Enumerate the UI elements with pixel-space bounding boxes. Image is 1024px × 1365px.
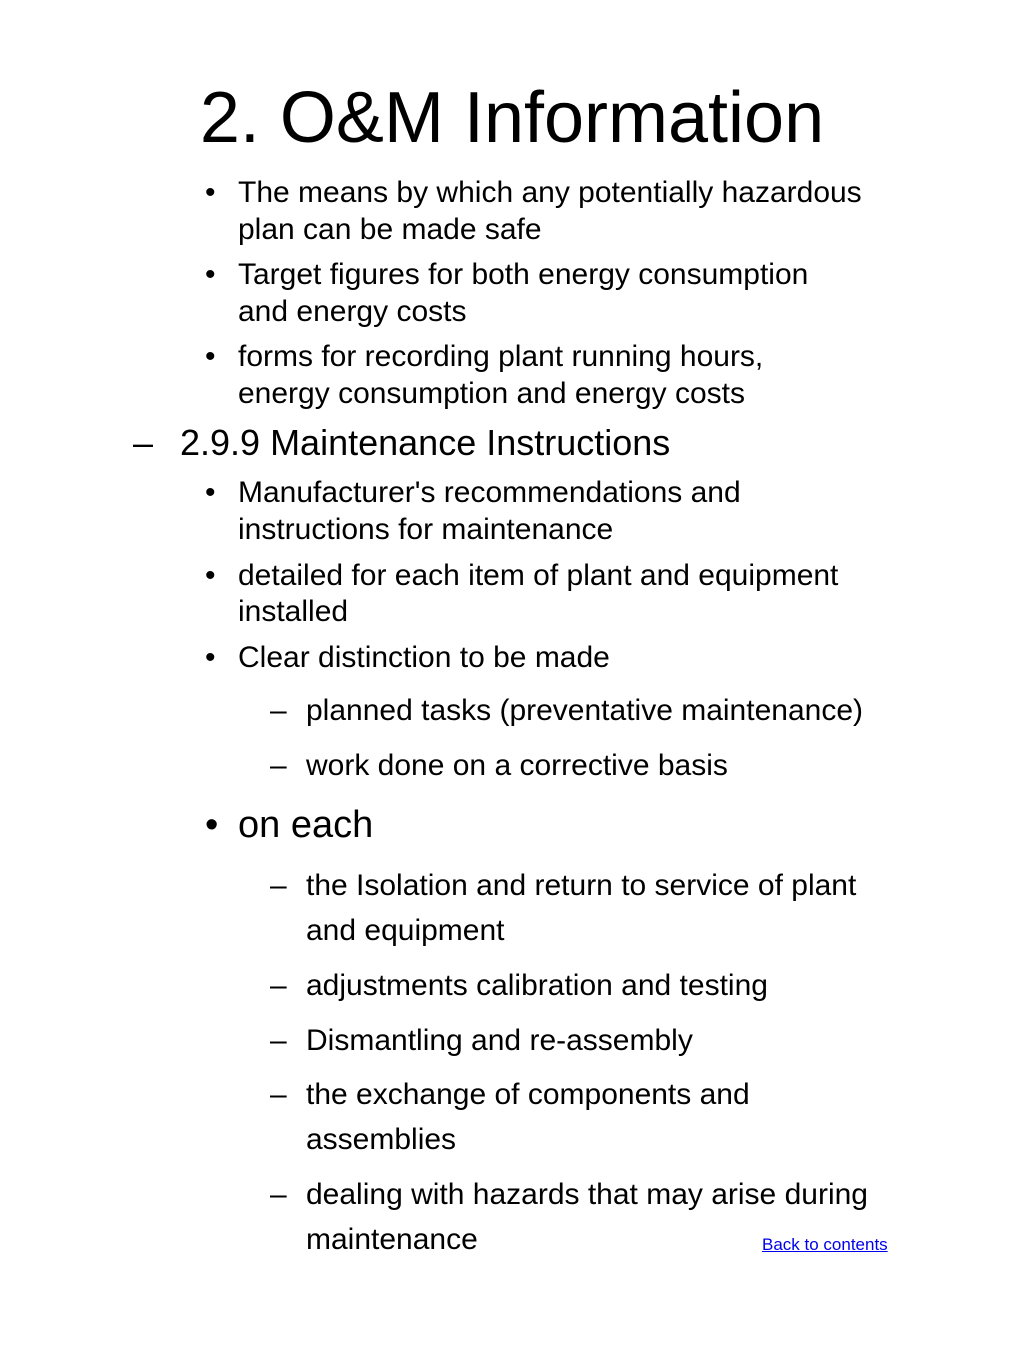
list-item-line: Dismantling and re-assembly	[306, 1024, 693, 1057]
page-title: 2. O&M Information	[199, 78, 825, 158]
list-item-line: Manufacturer's recommendations and	[238, 476, 741, 509]
list-item-line: work done on a corrective basis	[306, 749, 728, 782]
on-each-label: on each	[238, 804, 374, 846]
list-item-line: The means by which any potentially hazardous	[238, 176, 862, 209]
dash-marker: –	[270, 749, 287, 782]
list-item-line: energy consumption and energy costs	[238, 377, 745, 410]
list-item-line: maintenance	[306, 1223, 478, 1256]
dash-marker: –	[270, 1178, 287, 1211]
bullet-marker: •	[205, 258, 216, 291]
bullet-marker: •	[205, 804, 219, 846]
dash-marker: –	[270, 869, 287, 902]
list-item-line: Target figures for both energy consumption	[238, 258, 809, 291]
list-item-line: forms for recording plant running hours,	[238, 340, 764, 373]
dash-marker: –	[133, 422, 154, 463]
dash-marker: –	[270, 1024, 287, 1057]
list-item-line: installed	[238, 595, 349, 628]
dash-marker: –	[270, 1078, 287, 1111]
list-item-line: and equipment	[306, 914, 505, 947]
bullet-marker: •	[205, 340, 216, 373]
list-item-line: detailed for each item of plant and equipment	[238, 559, 839, 592]
back-to-contents-link[interactable]: Back to contents	[762, 1235, 888, 1254]
dash-marker: –	[270, 969, 287, 1002]
list-item-line: adjustments calibration and testing	[306, 969, 768, 1002]
bullet-marker: •	[205, 559, 216, 592]
list-item-line: planned tasks (preventative maintenance)	[306, 694, 863, 727]
list-item-line: plan can be made safe	[238, 213, 542, 246]
list-item-line: Clear distinction to be made	[238, 641, 610, 674]
bullet-marker: •	[205, 176, 216, 209]
list-item-line: the exchange of components and	[306, 1078, 750, 1111]
bullet-marker: •	[205, 476, 216, 509]
dash-marker: –	[270, 694, 287, 727]
section-heading: 2.9.9 Maintenance Instructions	[180, 422, 671, 463]
list-item-line: assemblies	[306, 1123, 457, 1156]
list-item-line: the Isolation and return to service of plant	[306, 869, 857, 902]
list-item-line: instructions for maintenance	[238, 513, 614, 546]
list-item-line: and energy costs	[238, 295, 467, 328]
bullet-marker: •	[205, 641, 216, 674]
list-item-line: dealing with hazards that may arise during	[306, 1178, 868, 1211]
